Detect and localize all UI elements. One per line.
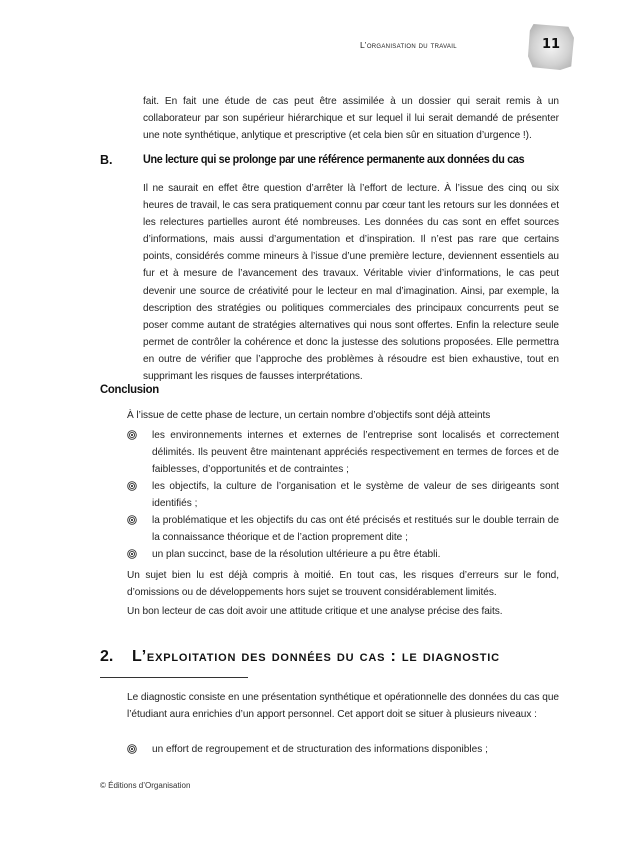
chapter-number: 2. — [100, 648, 114, 665]
chapter-rule — [100, 677, 248, 678]
footer-copyright: © Éditions d’Organisation — [100, 781, 191, 790]
target-bullet-icon — [127, 744, 137, 754]
target-bullet-icon — [127, 549, 137, 559]
list-item-text: la problématique et les objectifs du cas ont été précisés et restitués sur le double terrain de la connaissance théorique et de l’action proprement dite ; — [152, 515, 559, 544]
conclusion-heading: Conclusion — [100, 382, 159, 396]
target-bullet-icon — [127, 430, 137, 440]
intro-paragraph: fait. En fait une étude de cas peut être assimilée à un dossier qui serait remis à un collaborateur par son supérieur hiérarchique et sur lequel il lui serait demandé de présenter une note synthétique, anlytique et prescriptive (et cela bien sûr en situation d’urgence !). — [143, 96, 559, 142]
conclusion-paragraph: Un sujet bien lu est déjà compris à moitié. En tout cas, les risques d’erreurs sur le fond, d’omissions ou de développements hors sujet se trouvent considérablement limités. — [127, 570, 559, 599]
conclusion-paragraph: Un bon lecteur de cas doit avoir une attitude critique et une analyse précise des faits. — [127, 606, 503, 617]
list-item — [127, 427, 559, 478]
list-item-text: un effort de regroupement et de structuration des informations disponibles ; — [152, 744, 488, 755]
conclusion-lead: À l’issue de cette phase de lecture, un certain nombre d’objectifs sont déjà atteints — [127, 410, 491, 421]
list-item-text: les environnements internes et externes de l’entreprise sont localisés et correctement délimités. Ils peuvent être maintenant appréciés respectivement en termes de forces et de faiblesses, d’opportunités et de contraintes ; — [152, 430, 559, 476]
list-item-text: un plan succinct, base de la résolution ultérieure a pu être établi. — [152, 549, 441, 560]
page-number: 11 — [541, 37, 561, 52]
target-bullet-icon — [127, 515, 137, 525]
list-item — [127, 741, 559, 758]
section-paragraph: Il ne saurait en effet être question d’arrêter là l’effort de lecture. À l’issue des cinq ou six heures de travail, le cas sera pratiquement connu par cœur tant les retours sur les données et les relectures partielles auront été nombreuses. Les données du cas sont en effet sources d’informations, mais aussi d’argumentation et d’inspiration. Il n’est pas rare que certains points, considérés comme mineurs à l’issue d’une première lecture, deviennent essentiels au fur et à mesure de l’avancement des travaux. Véritable vivier d’informations, le cas peut devenir une source de créativité pour le lecteur en mal d’imagination. Ainsi, par exemple, la description des stratégies ou politiques commerciales des principaux concurrents peut se poser comme autant de stratégies alternatives qui nous sont offertes. Enfin la relecture seule permet de contrôler la cohérence et donc la justesse des solutions proposées. Elle permettra en outre de vérifier que l’approche des problèmes à résoudre est bien exhaustive, tout en supprimant les risques de fausses interprétations. — [143, 183, 559, 383]
target-bullet-icon — [127, 481, 137, 491]
section-letter: B. — [100, 153, 113, 167]
list-item-text: les objectifs, la culture de l’organisation et le système de valeur de ses dirigeants sont identifiés ; — [152, 481, 559, 510]
chapter-paragraph: Le diagnostic consiste en une présentation synthétique et opérationnelle des données du cas que l’étudiant aura enrichies d’un apport personnel. Cet apport doit se situer à plusieurs niveaux : — [127, 692, 559, 721]
list-item — [127, 546, 559, 563]
list-item — [127, 512, 559, 546]
running-title: L’organisation du travail — [360, 40, 457, 50]
list-item — [127, 478, 559, 512]
section-heading: Une lecture qui se prolonge par une référence permanente aux données du cas — [143, 153, 525, 166]
chapter-title: L’exploitation des données du cas : le diagnostic — [132, 648, 500, 665]
